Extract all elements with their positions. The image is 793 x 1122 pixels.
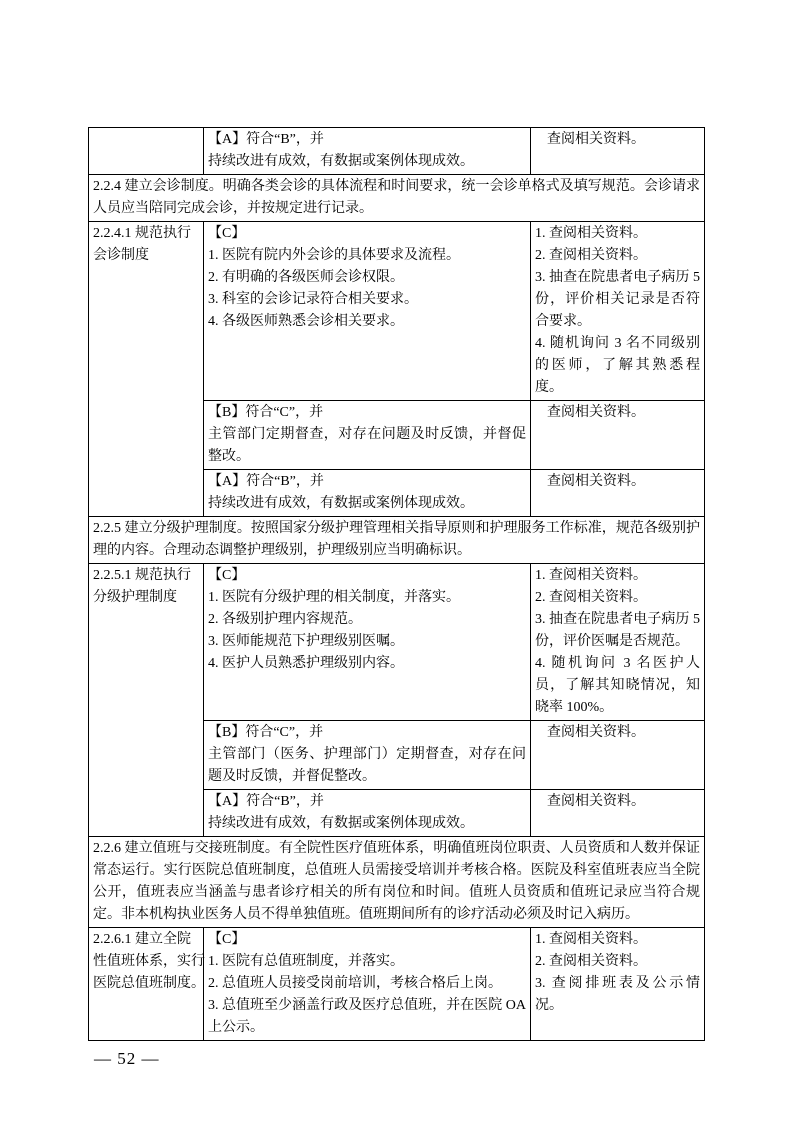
text-line: 【C】 bbox=[208, 226, 246, 241]
text-line: 1. 医院有院内外会诊的具体要求及流程。 bbox=[208, 248, 460, 263]
text-line: 4. 医护人员熟悉护理级别内容。 bbox=[208, 656, 404, 671]
table-row-grade-c bbox=[89, 222, 705, 401]
clause-text: 2.2.4 建立会诊制度。明确各类会诊的具体流程和时间要求，统一会诊单格式及填写规范。会诊请求人员应当陪同完成会诊，并按规定进行记录。 bbox=[89, 175, 705, 222]
text-line: 查阅相关资料。 bbox=[547, 474, 645, 489]
standard-grade-cell bbox=[204, 721, 531, 790]
text-line: 查阅相关资料。 bbox=[547, 725, 645, 740]
standard-grade-cell bbox=[204, 928, 531, 1041]
text-line: 2.2.6.1 建立全院 bbox=[93, 932, 191, 947]
text-line: 【C】 bbox=[208, 932, 246, 947]
text-line: 【B】符合“C”，并 bbox=[208, 405, 324, 420]
item-number-cell bbox=[89, 928, 204, 1041]
standard-grade-cell bbox=[204, 222, 531, 401]
text-line: 4. 随机询问 3 名医护人员，了解其知晓情况，知晓率 100%。 bbox=[535, 656, 700, 715]
review-method-cell bbox=[531, 928, 705, 1041]
text-line: 查阅相关资料。 bbox=[547, 405, 645, 420]
table-row-clause bbox=[89, 837, 705, 928]
text-line: 1. 查阅相关资料。 bbox=[535, 932, 647, 947]
table-row-carryover bbox=[89, 128, 705, 175]
evaluation-standards-table bbox=[88, 127, 705, 1041]
standard-grade-cell bbox=[204, 470, 531, 517]
text-line: 2. 总值班人员接受岗前培训，考核合格后上岗。 bbox=[208, 976, 502, 991]
text-line: 3. 医师能规范下护理级别医嘱。 bbox=[208, 634, 404, 649]
text-line: 1. 查阅相关资料。 bbox=[535, 568, 647, 583]
text-line: 4. 各级医师熟悉会诊相关要求。 bbox=[208, 314, 404, 329]
page-number: — 52 — bbox=[94, 1049, 160, 1068]
table-row-grade-c bbox=[89, 928, 705, 1041]
clause-text: 2.2.6 建立值班与交接班制度。有全院性医疗值班体系，明确值班岗位职责、人员资质和人数并保证常态运行。实行医院总值班制度，总值班人员需接受培训并考核合格。医院及科室值班表应当全院公开，值班表应当涵盖与患者诊疗相关的所有岗位和时间。值班人员资质和值班记录应当符合规定。非本机构执业医务人员不得单独值班。值班期间所有的诊疗活动必须及时记入病历。 bbox=[89, 837, 705, 928]
text-line: 2. 有明确的各级医师会诊权限。 bbox=[208, 270, 404, 285]
text-line: 2.2.5.1 规范执行 bbox=[93, 568, 191, 583]
review-method-cell bbox=[531, 470, 705, 517]
text-line: 3. 抽查在院患者电子病历 5 份，评价医嘱是否规范。 bbox=[535, 612, 700, 649]
text-line: 3. 查阅排班表及公示情况。 bbox=[535, 976, 700, 1013]
item-number-cell bbox=[89, 564, 204, 837]
text-line: 分级护理制度 bbox=[93, 590, 177, 605]
text-line: 查阅相关资料。 bbox=[547, 794, 645, 809]
standard-grade-cell bbox=[204, 564, 531, 721]
standard-grade-cell bbox=[204, 128, 531, 175]
text-line: 【B】符合“C”，并 bbox=[208, 725, 324, 740]
text-line: 2. 各级别护理内容规范。 bbox=[208, 612, 362, 627]
text-line: 1. 查阅相关资料。 bbox=[535, 226, 647, 241]
text-line: 2.2.4.1 规范执行 bbox=[93, 226, 191, 241]
text-line: 4. 随机询问 3 名不同级别的医师，了解其熟悉程度。 bbox=[535, 336, 700, 395]
text-line: 2. 查阅相关资料。 bbox=[535, 590, 647, 605]
text-line: 主管部门定期督查，对存在问题及时反馈，并督促整改。 bbox=[208, 427, 526, 464]
text-line: 性值班体系，实行 bbox=[93, 954, 205, 969]
review-method-cell bbox=[531, 401, 705, 470]
clause-text: 2.2.5 建立分级护理制度。按照国家分级护理管理相关指导原则和护理服务工作标准，规范各级别护理的内容。合理动态调整护理级别，护理级别应当明确标识。 bbox=[89, 517, 705, 564]
text-line: 会诊制度 bbox=[93, 248, 149, 263]
text-line: 【A】符合“B”，并 bbox=[208, 474, 324, 489]
review-method-cell bbox=[531, 790, 705, 837]
text-line: 【C】 bbox=[208, 568, 246, 583]
text-line: 3. 总值班至少涵盖行政及医疗总值班，并在医院 OA 上公示。 bbox=[208, 998, 526, 1035]
standard-grade-cell bbox=[204, 790, 531, 837]
table-row-grade-c bbox=[89, 564, 705, 721]
text-line: 【A】符合“B”，并 bbox=[208, 132, 324, 147]
text-line: 3. 科室的会诊记录符合相关要求。 bbox=[208, 292, 418, 307]
text-line: 1. 医院有分级护理的相关制度，并落实。 bbox=[208, 590, 460, 605]
text-line: 持续改进有成效，有数据或案例体现成效。 bbox=[208, 816, 474, 831]
text-line: 2. 查阅相关资料。 bbox=[535, 954, 647, 969]
text-line: 2. 查阅相关资料。 bbox=[535, 248, 647, 263]
text-line: 医院总值班制度。 bbox=[93, 976, 205, 991]
text-line: 持续改进有成效，有数据或案例体现成效。 bbox=[208, 154, 474, 169]
text-line: 1. 医院有总值班制度，并落实。 bbox=[208, 954, 404, 969]
table-row-clause bbox=[89, 175, 705, 222]
table-row-clause bbox=[89, 517, 705, 564]
text-line: 查阅相关资料。 bbox=[547, 132, 645, 147]
text-line: 3. 抽查在院患者电子病历 5 份，评价相关记录是否符合要求。 bbox=[535, 270, 700, 329]
text-line: 【A】符合“B”，并 bbox=[208, 794, 324, 809]
text-line: 主管部门（医务、护理部门）定期督查，对存在问题及时反馈，并督促整改。 bbox=[208, 747, 526, 784]
review-method-cell bbox=[531, 128, 705, 175]
review-method-cell bbox=[531, 222, 705, 401]
item-number-cell-empty bbox=[89, 128, 204, 175]
review-method-cell bbox=[531, 721, 705, 790]
text-line: 持续改进有成效，有数据或案例体现成效。 bbox=[208, 496, 474, 511]
item-number-cell bbox=[89, 222, 204, 517]
review-method-cell bbox=[531, 564, 705, 721]
standard-grade-cell bbox=[204, 401, 531, 470]
